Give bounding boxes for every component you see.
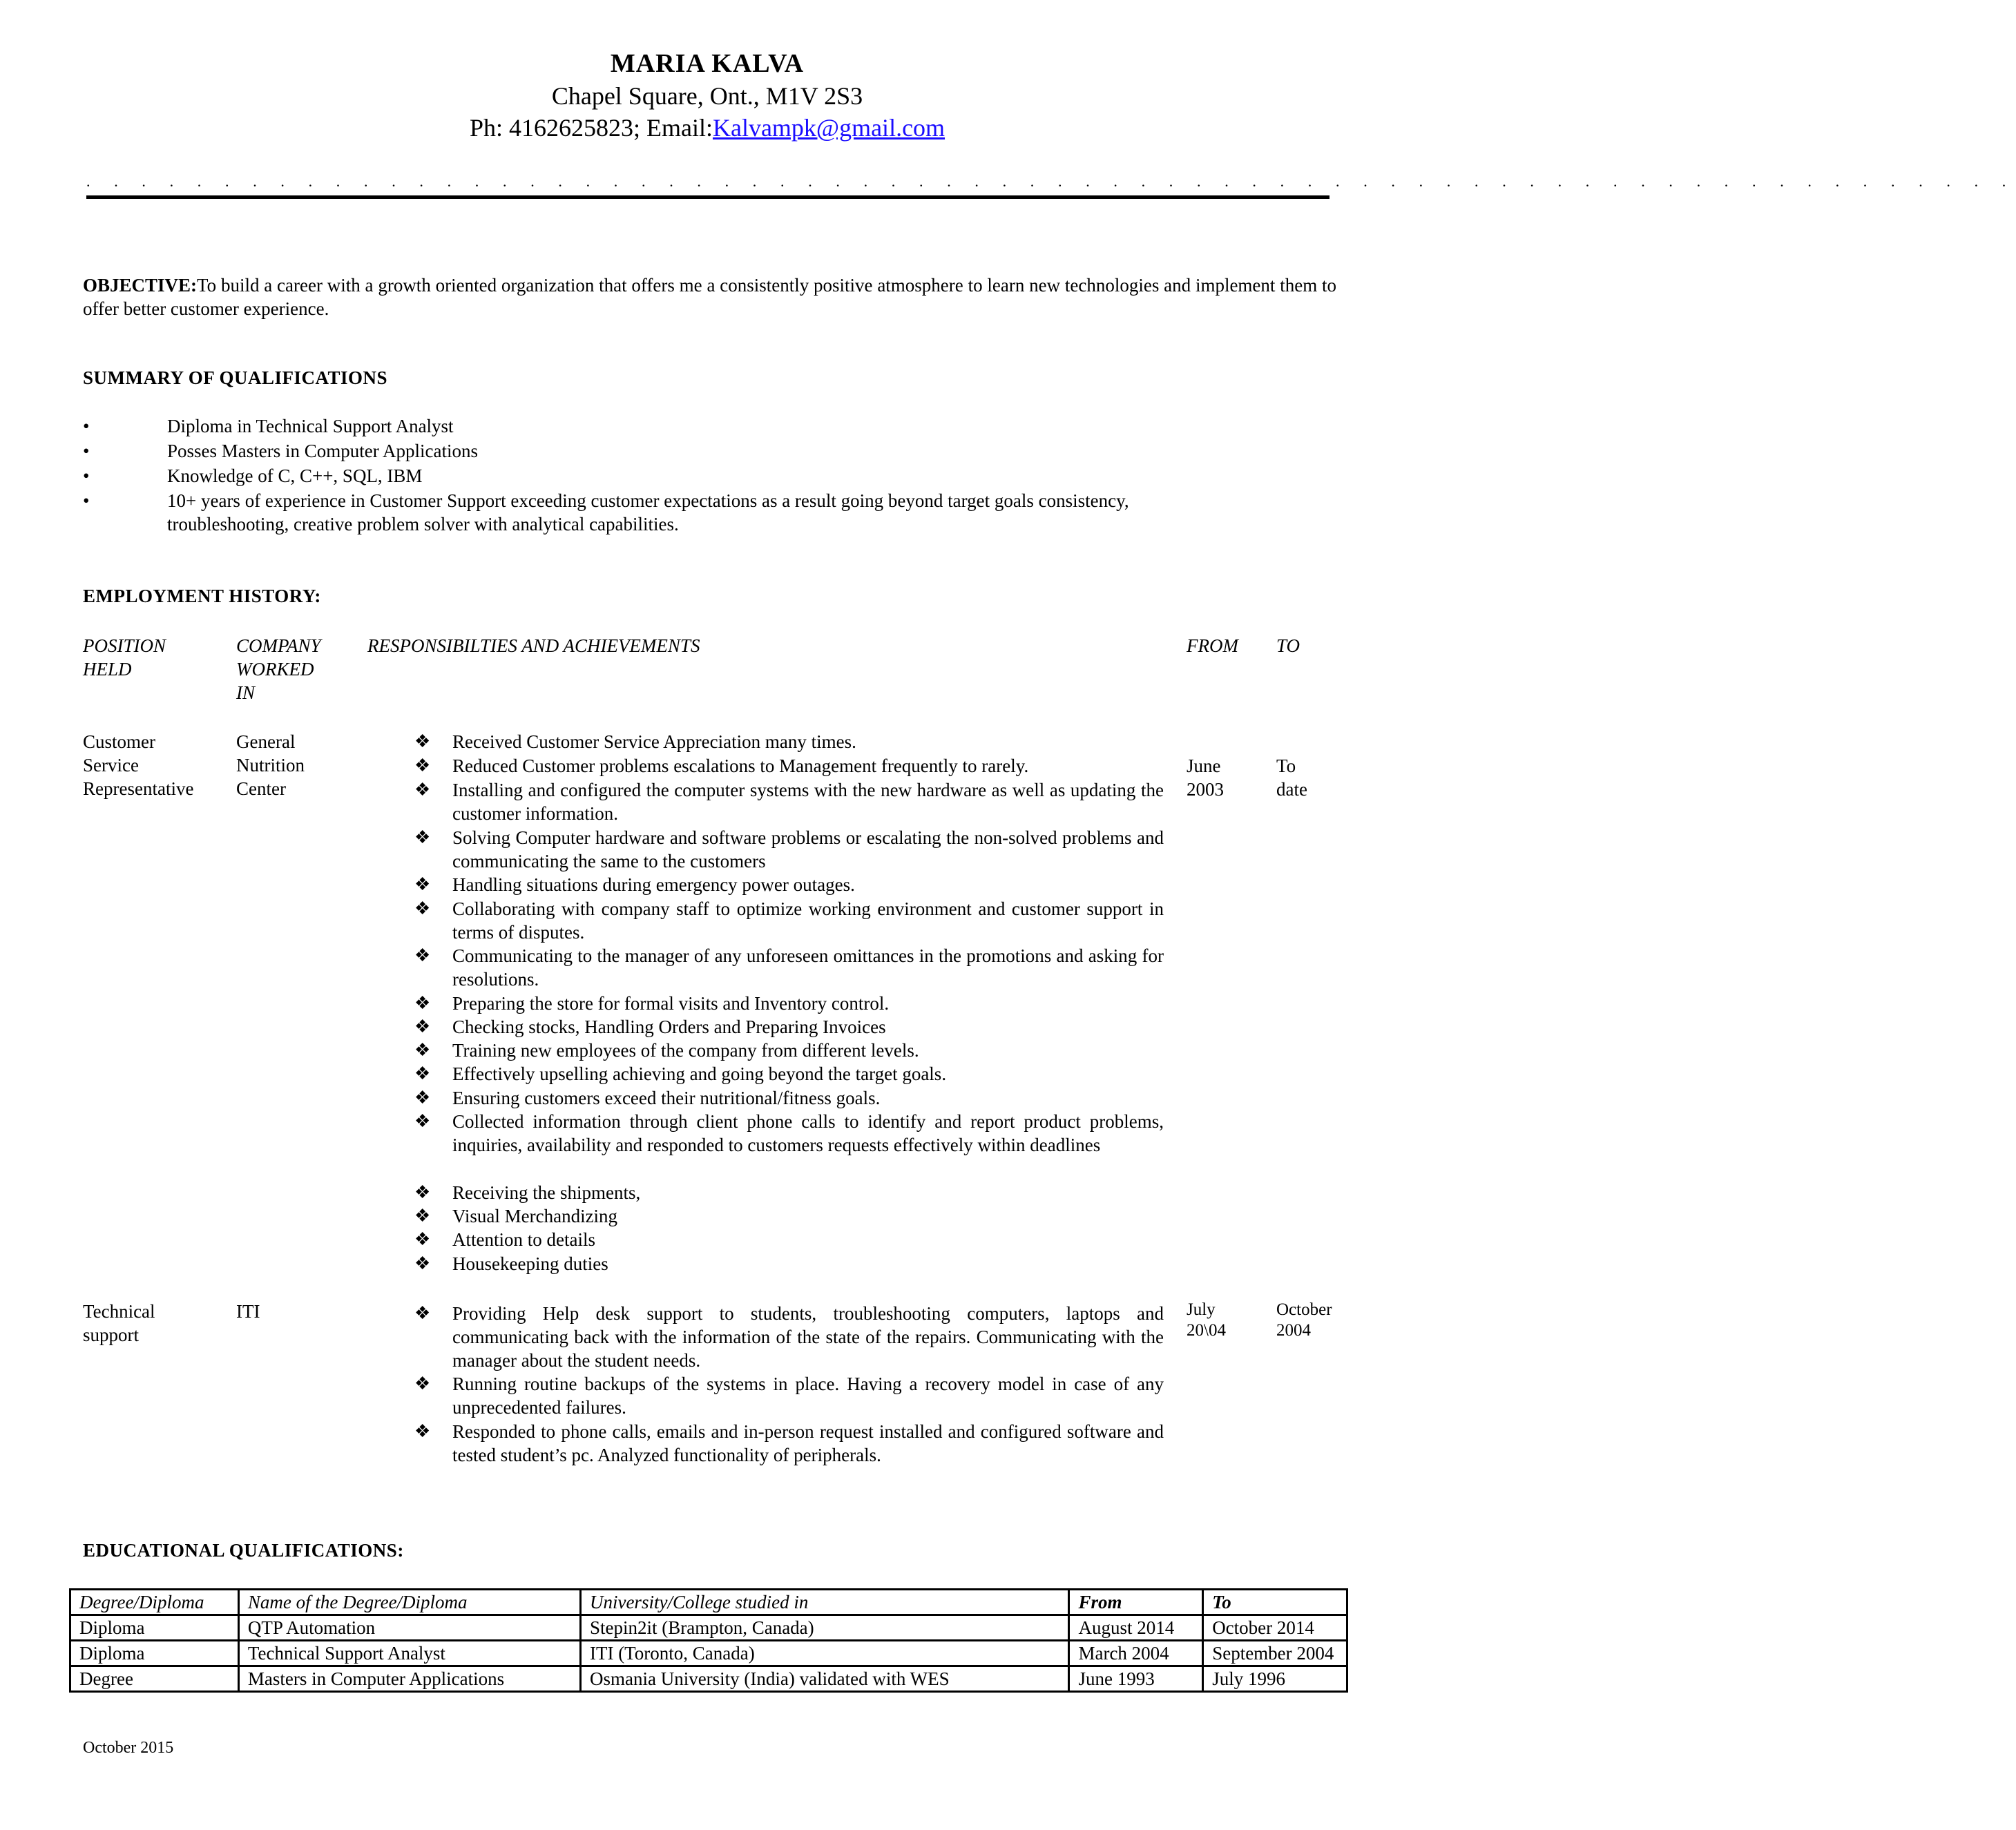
diamond-bullet-icon: ❖ <box>414 993 431 1013</box>
diamond-bullet-icon: ❖ <box>414 1206 431 1226</box>
table-cell: ITI (Toronto, Canada) <box>580 1641 1069 1666</box>
summary-heading: SUMMARY OF QUALIFICATIONS <box>83 367 388 388</box>
col-header-company: COMPANY WORKED IN <box>236 635 321 703</box>
diamond-bullet-icon: ❖ <box>414 827 431 847</box>
diamond-bullet-icon: ❖ <box>414 1303 431 1323</box>
phone-text: Ph: 4162625823; Email: <box>469 114 713 142</box>
table-cell: QTP Automation <box>238 1615 580 1641</box>
job-from: June 2003 <box>1187 755 1224 800</box>
objective-text: To build a career with a growth oriented organization that offers me a consistently positive atmosphere to learn new technologies and implement them to offer better customer experience. <box>83 275 1336 319</box>
job-responsibility: Reduced Customer problems escalations to Management frequently to rarely. <box>452 755 1029 776</box>
job-responsibility: Responded to phone calls, emails and in-person request installed and configured software and tested student’s pc. Analyzed functionality of peripherals. <box>452 1421 1164 1465</box>
dotted-separator: . . . . . . . . . . . . . . . . . . . . . . . . . . . . . . . . . . . . . . . . . . . . . . . . . . . . . . . . . . . . . . . . . . . . . . <box>86 173 2016 190</box>
diamond-bullet-icon: ❖ <box>414 1253 431 1273</box>
contact-line <box>0 113 1414 142</box>
email-link[interactable]: Kalvampk@gmail.com <box>712 114 945 142</box>
job-responsibility: Housekeeping duties <box>452 1253 608 1274</box>
table-row <box>70 1615 1347 1641</box>
table-cell: September 2004 <box>1203 1641 1347 1666</box>
diamond-bullet-icon: ❖ <box>414 1111 431 1131</box>
job-responsibility: Collected information through client phone calls to identify and report product problems, inquiries, availability and responded to customers requests effectively within deadlines <box>452 1111 1164 1155</box>
diamond-bullet-icon: ❖ <box>414 1182 431 1202</box>
job-responsibility: Providing Help desk support to students, troubleshooting computers, laptops and communicating back with the information of the state of the repairs. Communicating with the manager about the student needs. <box>452 1303 1164 1371</box>
diamond-bullet-icon: ❖ <box>414 874 431 894</box>
job-responsibility: Effectively upselling achieving and going beyond the target goals. <box>452 1063 947 1084</box>
table-header: University/College studied in <box>580 1590 1069 1615</box>
diamond-bullet-icon: ❖ <box>414 1017 431 1037</box>
job-responsibility: Visual Merchandizing <box>452 1206 618 1226</box>
summary-item: 10+ years of experience in Customer Support exceeding customer expectations as a result going beyond target goals consistency, troubleshooting, creative problem solver with analytical capabilities. <box>167 490 1129 534</box>
table-cell: Technical Support Analyst <box>238 1641 580 1666</box>
header-rule <box>86 195 1329 199</box>
diamond-bullet-icon: ❖ <box>414 1374 431 1394</box>
table-header: Name of the Degree/Diploma <box>238 1590 580 1615</box>
objective-paragraph <box>83 273 1336 320</box>
education-heading: EDUCATIONAL QUALIFICATIONS: <box>83 1540 404 1561</box>
table-row <box>70 1666 1347 1692</box>
summary-item: Knowledge of C, C++, SQL, IBM <box>167 465 423 486</box>
table-cell: August 2014 <box>1069 1615 1203 1641</box>
job-responsibility: Checking stocks, Handling Orders and Preparing Invoices <box>452 1017 886 1037</box>
job-responsibility: Ensuring customers exceed their nutritional/fitness goals. <box>452 1088 881 1108</box>
candidate-address: Chapel Square, Ont., M1V 2S3 <box>551 82 863 110</box>
job-responsibility: Solving Computer hardware and software problems or escalating the non-solved problems and communicating the same to the customers <box>452 827 1164 871</box>
table-cell: March 2004 <box>1069 1641 1203 1666</box>
job-responsibility: Attention to details <box>452 1229 595 1250</box>
diamond-bullet-icon: ❖ <box>414 1421 431 1441</box>
col-header-to: TO <box>1276 635 1300 656</box>
diamond-bullet-icon: ❖ <box>414 1229 431 1249</box>
diamond-bullet-icon: ❖ <box>414 755 431 776</box>
table-row <box>70 1641 1347 1666</box>
table-header: Degree/Diploma <box>70 1590 239 1615</box>
job-company: General Nutrition Center <box>236 731 305 799</box>
diamond-bullet-icon: ❖ <box>414 1063 431 1083</box>
job-to: To date <box>1276 755 1307 800</box>
table-cell: June 1993 <box>1069 1666 1203 1692</box>
job-responsibility: Collaborating with company staff to optimize working environment and customer support in terms of disputes. <box>452 898 1164 943</box>
summary-bullet: • <box>83 490 90 511</box>
job-responsibility: Received Customer Service Appreciation many times. <box>452 731 856 752</box>
footer-date: October 2015 <box>83 1739 174 1757</box>
table-header-row <box>70 1590 1347 1615</box>
diamond-bullet-icon: ❖ <box>414 1040 431 1060</box>
job-from: July 20\04 <box>1187 1300 1226 1340</box>
table-cell: July 1996 <box>1203 1666 1347 1692</box>
diamond-bullet-icon: ❖ <box>414 1088 431 1108</box>
job-responsibility: Running routine backups of the systems in place. Having a recovery model in case of any unprecedented failures. <box>452 1374 1164 1418</box>
diamond-bullet-icon: ❖ <box>414 780 431 800</box>
summary-item: Posses Masters in Computer Applications <box>167 441 478 461</box>
job-responsibility: Communicating to the manager of any unforeseen omittances in the promotions and asking for resolutions. <box>452 945 1164 990</box>
job-company: ITI <box>236 1301 260 1322</box>
diamond-bullet-icon: ❖ <box>414 898 431 918</box>
summary-bullet: • <box>83 465 90 486</box>
job-responsibility: Handling situations during emergency power outages. <box>452 874 855 895</box>
education-table <box>69 1588 1348 1693</box>
objective-label: OBJECTIVE: <box>83 275 198 296</box>
diamond-bullet-icon: ❖ <box>414 945 431 965</box>
table-header: From <box>1069 1590 1203 1615</box>
table-cell: Degree <box>70 1666 239 1692</box>
diamond-bullet-icon: ❖ <box>414 731 431 751</box>
job-position: Customer Service Representative <box>83 731 194 799</box>
table-cell: Osmania University (India) validated with WES <box>580 1666 1069 1692</box>
table-cell: Masters in Computer Applications <box>238 1666 580 1692</box>
table-cell: Stepin2it (Brampton, Canada) <box>580 1615 1069 1641</box>
col-header-from: FROM <box>1187 635 1238 656</box>
employment-heading: EMPLOYMENT HISTORY: <box>83 586 321 606</box>
job-responsibility: Preparing the store for formal visits and Inventory control. <box>452 993 890 1014</box>
job-to: October 2004 <box>1276 1300 1332 1340</box>
summary-bullet: • <box>83 416 90 436</box>
job-responsibility: Training new employees of the company from different levels. <box>452 1040 919 1061</box>
job-responsibility: Installing and configured the computer systems with the new hardware as well as updating the customer information. <box>452 780 1164 824</box>
table-header: To <box>1203 1590 1347 1615</box>
summary-bullet: • <box>83 441 90 461</box>
job-responsibility: Receiving the shipments, <box>452 1182 641 1203</box>
table-cell: Diploma <box>70 1615 239 1641</box>
table-cell: Diploma <box>70 1641 239 1666</box>
col-header-responsibilities: RESPONSIBILTIES AND ACHIEVEMENTS <box>367 635 700 656</box>
table-cell: October 2014 <box>1203 1615 1347 1641</box>
candidate-name: MARIA KALVA <box>610 49 805 78</box>
job-position: Technical support <box>83 1301 155 1345</box>
summary-item: Diploma in Technical Support Analyst <box>167 416 454 436</box>
col-header-position: POSITION HELD <box>83 635 166 680</box>
